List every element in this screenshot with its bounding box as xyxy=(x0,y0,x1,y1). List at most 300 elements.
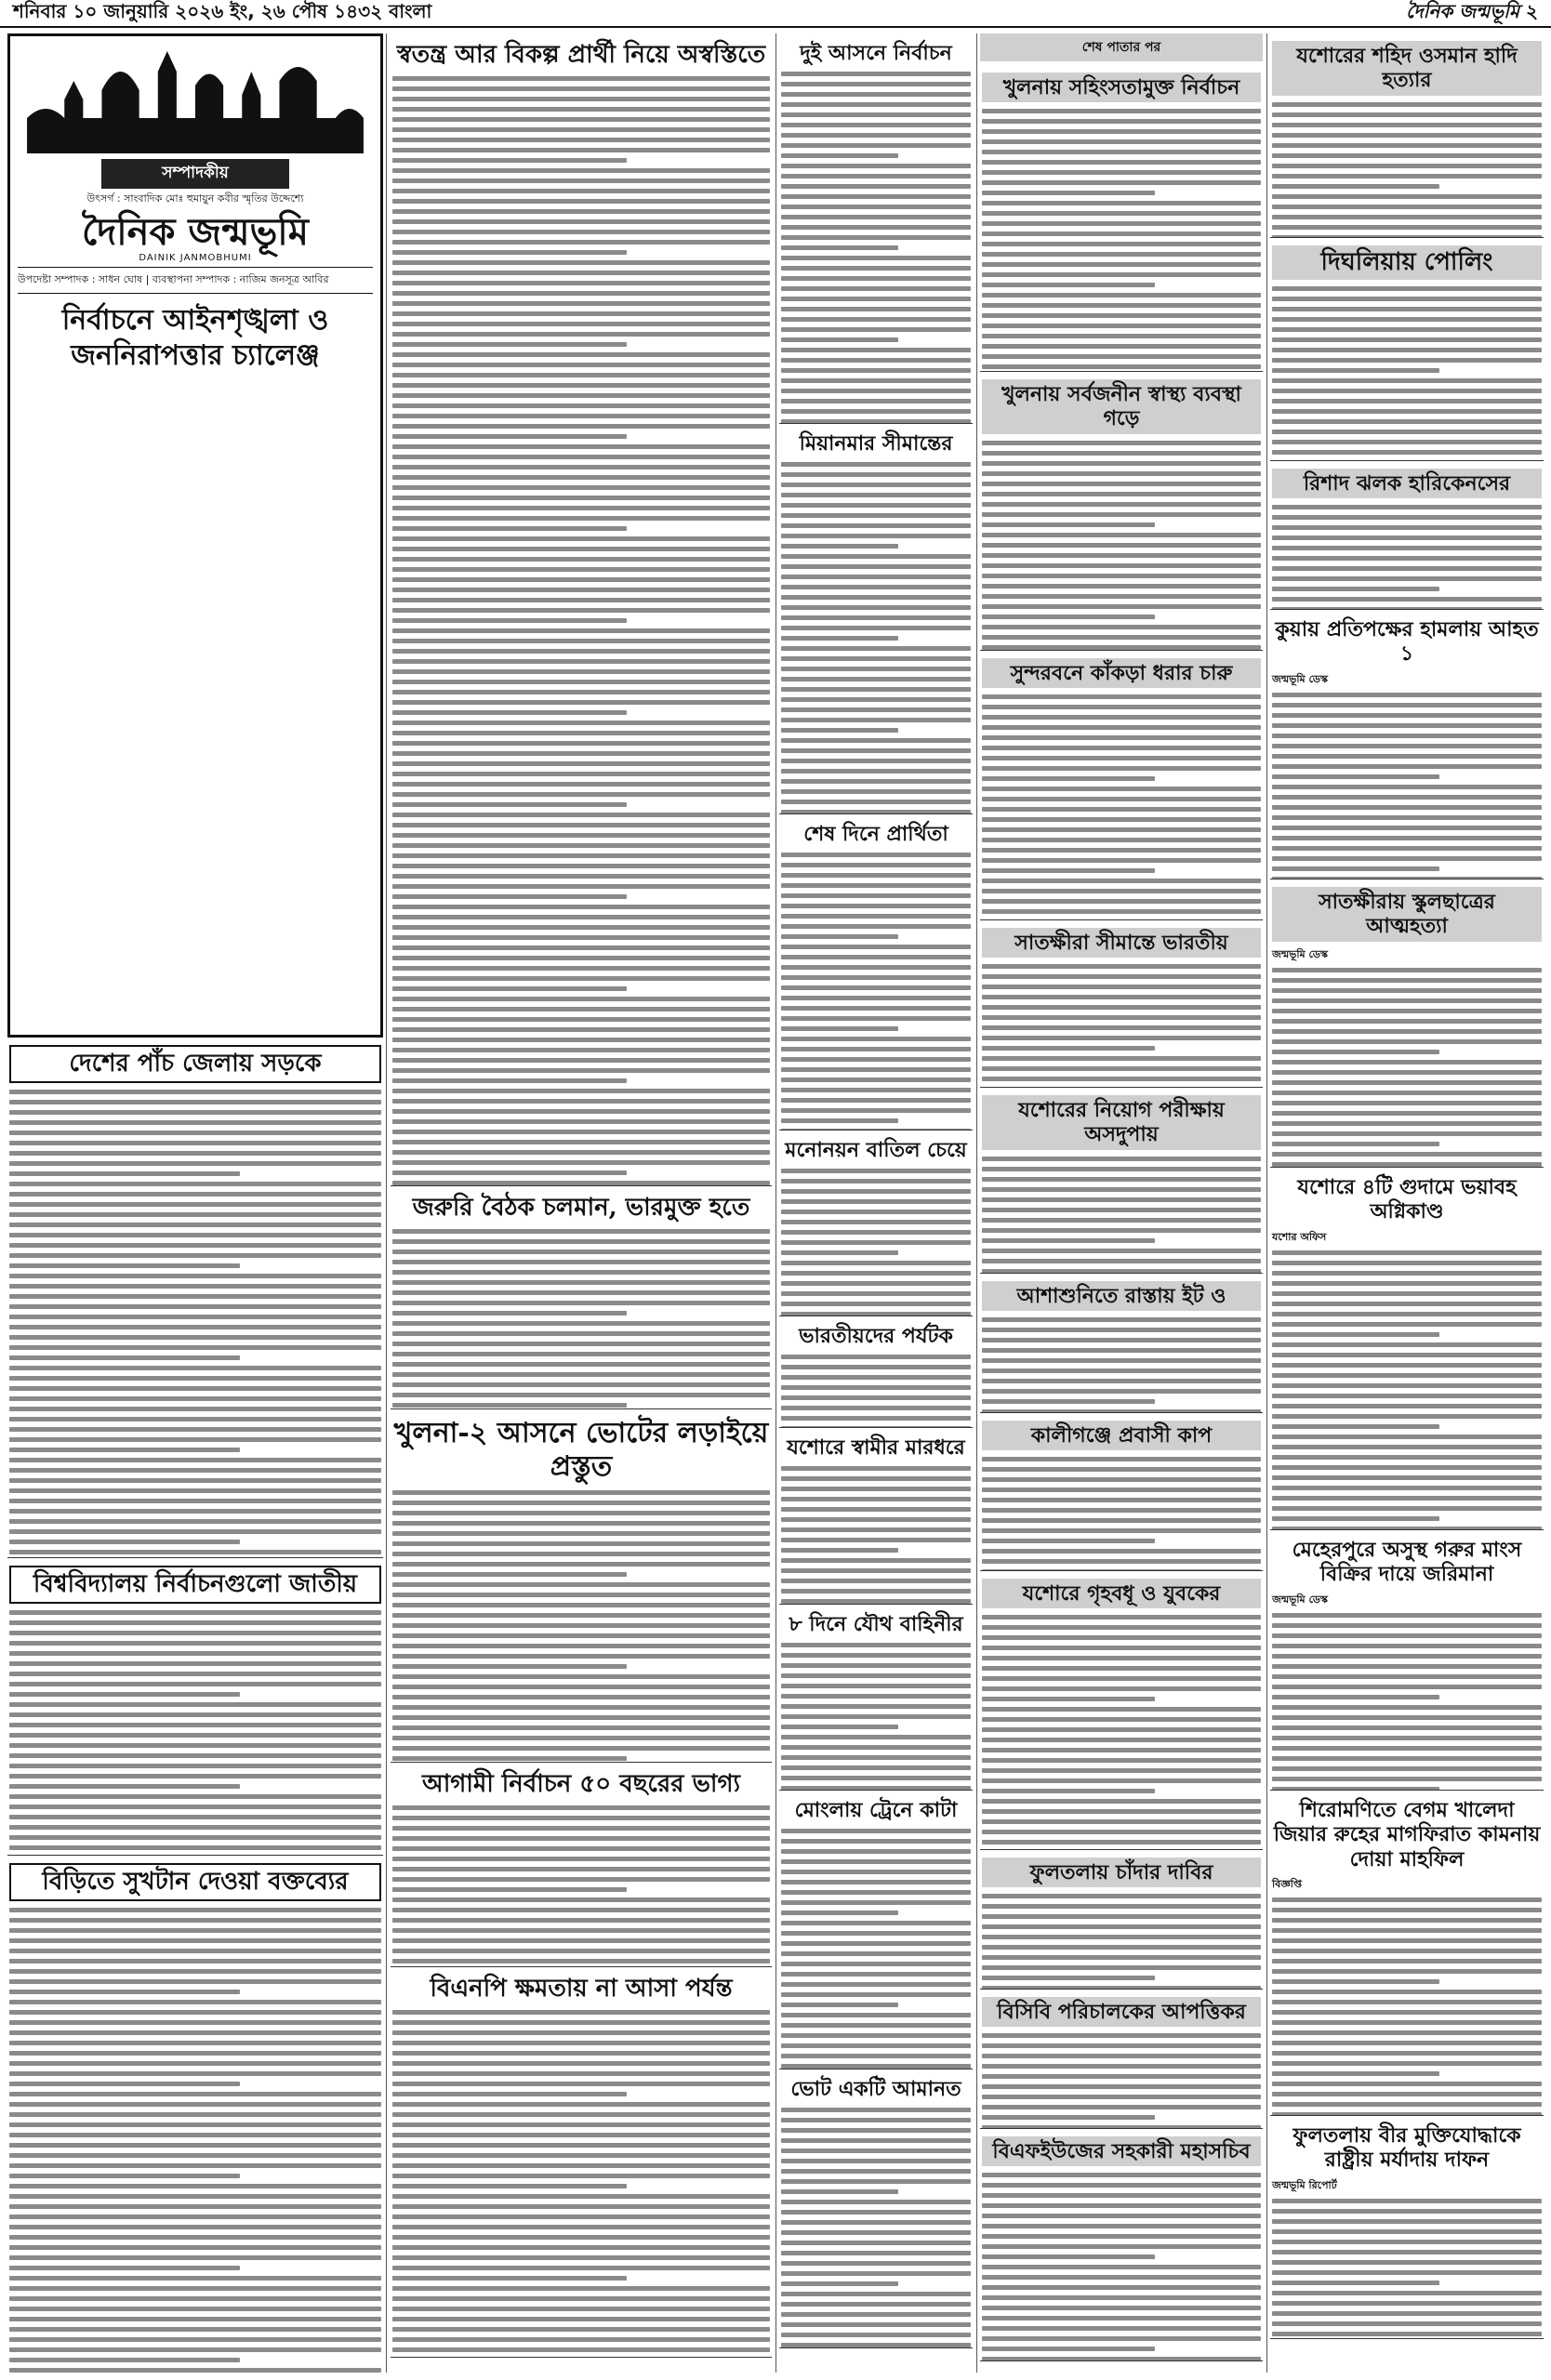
text-line xyxy=(982,1338,1261,1342)
column-2 xyxy=(391,33,772,2373)
text-line xyxy=(1272,2030,1542,2035)
article-body xyxy=(982,962,1261,1088)
text-line xyxy=(982,2095,1261,2099)
text-line xyxy=(9,1386,381,1391)
text-line xyxy=(982,1348,1261,1353)
text-line xyxy=(982,2316,1261,2320)
text-line xyxy=(982,1830,1261,1834)
text-line xyxy=(392,833,770,838)
text-line xyxy=(392,1089,770,1093)
text-line xyxy=(392,1562,770,1567)
text-line xyxy=(9,2235,381,2240)
article xyxy=(7,1038,383,1558)
text-line xyxy=(1272,1633,1542,1638)
text-line xyxy=(1272,546,1542,550)
text-line xyxy=(392,363,770,367)
text-line xyxy=(392,925,770,930)
text-line xyxy=(982,1187,1261,1192)
text-line xyxy=(781,1599,971,1604)
text-line xyxy=(392,997,770,1001)
text-line xyxy=(392,577,770,582)
text-line xyxy=(781,975,971,980)
text-line xyxy=(1272,1928,1542,1933)
text-line xyxy=(392,1342,770,1346)
text-line xyxy=(781,266,971,271)
text-line xyxy=(392,1058,770,1063)
text-line xyxy=(982,1549,1261,1554)
text-line xyxy=(1272,1050,1439,1054)
text-line xyxy=(1272,1949,1542,1953)
text-line xyxy=(781,779,971,784)
text-line xyxy=(982,1559,1261,1564)
text-line xyxy=(9,1192,381,1197)
text-line xyxy=(392,905,770,909)
text-line xyxy=(982,2326,1261,2331)
text-line xyxy=(9,2194,381,2199)
text-line xyxy=(982,191,1155,195)
text-line xyxy=(392,884,770,889)
text-line xyxy=(392,792,770,797)
text-line xyxy=(781,2013,971,2017)
article-body xyxy=(9,1608,381,1856)
text-line xyxy=(1272,2281,1439,2285)
text-line xyxy=(1272,2051,1542,2056)
text-line xyxy=(982,1894,1261,1898)
text-line xyxy=(1272,1322,1542,1327)
text-line xyxy=(9,2266,240,2270)
text-line xyxy=(1272,1756,1542,1761)
text-line xyxy=(1272,556,1542,561)
text-line xyxy=(982,879,1261,883)
text-line xyxy=(982,1945,1261,1950)
text-line xyxy=(781,2241,971,2245)
text-line xyxy=(781,1538,971,1542)
text-line xyxy=(9,1529,381,1534)
text-line xyxy=(392,843,770,848)
text-line xyxy=(392,2174,770,2178)
text-line xyxy=(982,1924,1261,1929)
text-line xyxy=(781,205,971,209)
text-line xyxy=(781,1829,971,1833)
text-line xyxy=(9,2245,381,2250)
text-line xyxy=(392,526,627,531)
text-line xyxy=(982,2183,1261,2188)
text-line xyxy=(9,2225,381,2229)
text-line xyxy=(781,800,971,804)
text-line xyxy=(1272,754,1542,759)
text-line xyxy=(392,1311,627,1316)
text-line xyxy=(781,1870,971,1874)
text-line xyxy=(781,1355,971,1359)
text-line xyxy=(781,2251,971,2255)
text-line xyxy=(982,1727,1261,1732)
text-line xyxy=(982,889,1261,893)
article xyxy=(779,2069,973,2348)
text-line xyxy=(392,1068,770,1073)
text-line xyxy=(982,1738,1261,1742)
text-line xyxy=(392,976,770,981)
text-line xyxy=(9,2296,381,2301)
text-line xyxy=(392,853,770,858)
text-line xyxy=(982,1625,1261,1630)
text-line xyxy=(781,153,898,158)
text-line xyxy=(392,649,770,654)
text-line xyxy=(392,1521,770,1526)
text-line xyxy=(1272,1070,1542,1075)
article-headline: খুলনা-২ আসনে ভোটের লড়াইয়ে প্রস্তুত xyxy=(393,1417,769,1483)
text-line xyxy=(392,1756,627,1761)
article-body xyxy=(781,1827,971,2069)
article-headline: বিসিবি পরিচালকের আপত্তিকর xyxy=(982,1997,1261,2027)
text-line xyxy=(982,1467,1261,1472)
text-line xyxy=(982,533,1261,537)
text-line xyxy=(392,1867,770,1871)
text-line xyxy=(982,974,1261,979)
article-byline: জন্মভূমি ডেস্ক xyxy=(1272,1593,1328,1606)
text-line xyxy=(1272,2250,1542,2254)
text-line xyxy=(1272,1312,1542,1316)
article-headline: মোংলায় ট্রেনে কাটা xyxy=(794,1798,958,1822)
text-line xyxy=(9,2337,381,2342)
text-line xyxy=(781,656,971,661)
text-line xyxy=(392,557,770,562)
text-line xyxy=(982,1914,1261,1919)
article-body xyxy=(1272,284,1542,461)
text-line xyxy=(982,1707,1261,1712)
text-line xyxy=(392,1027,770,1032)
article-body xyxy=(982,693,1261,920)
text-line xyxy=(781,2281,898,2286)
text-line xyxy=(781,2322,971,2327)
text-line xyxy=(392,322,770,326)
text-line xyxy=(9,2286,381,2291)
text-line xyxy=(781,1230,971,1235)
text-line xyxy=(1272,174,1542,178)
text-line xyxy=(781,1281,971,1286)
article-body xyxy=(781,1641,971,1791)
text-line xyxy=(9,1702,381,1707)
article-byline: জন্মভূমি রিপোর্ট xyxy=(1272,2178,1337,2191)
article xyxy=(980,1850,1263,1990)
article xyxy=(1270,879,1544,1168)
text-line xyxy=(781,399,971,403)
text-line xyxy=(1272,856,1542,861)
text-line xyxy=(781,1941,971,1946)
text-line xyxy=(781,1951,971,1956)
text-line xyxy=(781,914,971,919)
text-line xyxy=(781,82,971,86)
text-line xyxy=(9,1151,381,1156)
text-line xyxy=(1272,1897,1542,1902)
text-line xyxy=(1272,1695,1439,1699)
text-line xyxy=(1272,1979,1439,1984)
text-line xyxy=(392,393,770,398)
text-line xyxy=(781,1880,971,1884)
text-line xyxy=(781,2043,971,2048)
text-line xyxy=(982,1768,1261,1773)
article-headline: সাতক্ষীরায় স্কুলছাত্রের আত্মহত্যা xyxy=(1272,887,1542,942)
text-line xyxy=(9,1784,240,1789)
article-headline: মিয়ানমার সীমান্তের xyxy=(799,431,953,456)
text-line xyxy=(781,554,971,559)
article-body xyxy=(1272,1249,1542,1530)
text-line xyxy=(781,472,971,477)
text-line xyxy=(392,2163,770,2168)
text-line xyxy=(982,1518,1261,1523)
text-line xyxy=(982,838,1261,842)
text-line xyxy=(9,2174,240,2178)
text-line xyxy=(982,1965,1261,1970)
text-line xyxy=(781,1643,971,1647)
text-line xyxy=(781,1261,971,1265)
text-line xyxy=(781,1663,971,1668)
page-number: ২ xyxy=(1525,0,1538,22)
text-line xyxy=(392,1654,770,1659)
text-line xyxy=(982,1197,1261,1202)
text-line xyxy=(781,317,971,322)
text-line xyxy=(392,342,627,347)
text-line xyxy=(9,1304,381,1309)
text-line xyxy=(781,1972,971,1977)
text-line xyxy=(392,1897,770,1902)
text-line xyxy=(1272,826,1542,830)
text-line xyxy=(392,1572,627,1577)
article-headline: রিশাদ ঝলক হারিকেনসের xyxy=(1272,469,1542,498)
text-line xyxy=(1272,2311,1542,2316)
text-line xyxy=(392,485,770,490)
text-line xyxy=(781,1900,971,1905)
text-line xyxy=(9,1130,381,1135)
text-line xyxy=(781,1558,971,1563)
text-line xyxy=(9,1202,381,1207)
text-line xyxy=(1272,327,1542,332)
text-line xyxy=(392,301,770,306)
text-line xyxy=(1272,2301,1542,2306)
text-line xyxy=(9,1805,381,1809)
text-line xyxy=(392,1531,770,1536)
text-line xyxy=(392,1403,627,1408)
text-line xyxy=(1272,505,1542,509)
text-line xyxy=(1272,1766,1542,1771)
text-line xyxy=(1272,337,1542,342)
text-line xyxy=(392,352,770,357)
text-line xyxy=(9,1427,381,1432)
text-line xyxy=(1272,785,1542,789)
text-line xyxy=(1272,1373,1542,1378)
text-line xyxy=(9,1325,381,1329)
text-line xyxy=(1272,1445,1542,1449)
text-line xyxy=(781,2138,971,2143)
text-line xyxy=(781,297,971,301)
text-line xyxy=(781,276,971,281)
text-line xyxy=(781,462,971,467)
text-line xyxy=(781,1589,971,1593)
text-line xyxy=(392,2296,770,2301)
text-line xyxy=(1272,358,1542,363)
article-body xyxy=(1272,966,1542,1168)
article xyxy=(779,424,973,814)
text-line xyxy=(392,271,770,275)
text-line xyxy=(781,72,971,76)
text-line xyxy=(1272,1121,1542,1126)
text-line xyxy=(982,725,1261,730)
editors-line: উপদেষ্টা সম্পাদক : সাধন ঘোষ | ব্যবস্থাপনা সম্পাদক : নাজিম জনসূত্র আবির xyxy=(18,268,373,294)
text-line xyxy=(392,690,770,694)
text-line xyxy=(392,2122,770,2127)
article-headline: বিড়িতে সুখটান দেওয়া বক্তব্যের xyxy=(9,1863,381,1901)
text-line xyxy=(781,904,971,908)
text-line xyxy=(781,1199,971,1204)
article-body xyxy=(1272,100,1542,238)
text-line xyxy=(392,424,770,429)
text-line xyxy=(982,283,1155,287)
article-headline: বিশ্ববিদ্যালয় নির্বাচনগুলো জাতীয় xyxy=(9,1566,381,1604)
text-line xyxy=(392,332,770,337)
text-line xyxy=(982,2224,1261,2228)
text-line xyxy=(1272,978,1542,983)
article-headline: যশোরে গৃহবধূ ও যুবকের xyxy=(982,1579,1261,1608)
text-line xyxy=(781,1839,971,1844)
text-line xyxy=(392,230,770,234)
text-line xyxy=(982,1228,1261,1233)
skyline-icon xyxy=(18,44,373,155)
text-line xyxy=(982,1789,1155,1793)
text-line xyxy=(392,138,770,142)
text-line xyxy=(9,1345,381,1350)
text-line xyxy=(9,1764,381,1768)
text-line xyxy=(9,1161,381,1166)
article-body xyxy=(9,1088,381,1558)
text-line xyxy=(1272,2229,1542,2234)
text-line xyxy=(392,373,770,377)
text-line xyxy=(392,281,770,285)
text-line xyxy=(982,252,1261,257)
text-line xyxy=(1272,2061,1542,2066)
text-line xyxy=(1272,2270,1542,2275)
text-line xyxy=(982,807,1261,812)
text-line xyxy=(392,2225,770,2229)
text-line xyxy=(982,313,1261,318)
text-line xyxy=(781,575,971,579)
text-line xyxy=(9,2184,381,2188)
text-line xyxy=(982,2295,1261,2300)
newspaper-title-english: DAINIK JANMOBHUMI xyxy=(18,253,373,268)
text-line xyxy=(9,1141,381,1145)
text-line xyxy=(982,1208,1261,1212)
text-line xyxy=(1272,2199,1542,2203)
text-line xyxy=(392,966,770,971)
text-line xyxy=(392,199,770,204)
text-line xyxy=(9,1263,240,1268)
text-line xyxy=(392,2082,770,2086)
text-line xyxy=(781,409,971,414)
article-body xyxy=(781,1167,971,1316)
article xyxy=(391,33,772,1186)
text-line xyxy=(781,1890,971,1895)
text-line xyxy=(9,2143,381,2148)
text-line xyxy=(982,1218,1261,1223)
text-line xyxy=(1272,988,1542,993)
text-line xyxy=(781,738,971,743)
text-line xyxy=(1272,1938,1542,1943)
text-line xyxy=(1272,1424,1439,1429)
text-line xyxy=(392,414,770,418)
text-line xyxy=(781,1406,971,1410)
text-line xyxy=(781,1088,971,1092)
text-line xyxy=(781,1375,971,1380)
text-line xyxy=(982,201,1261,205)
text-line xyxy=(982,1717,1261,1722)
text-line xyxy=(781,327,971,332)
text-line xyxy=(1272,307,1542,311)
article-headline: কুয়ায় প্রতিপক্ষের হামলায় আহত ১ xyxy=(1275,617,1539,667)
text-line xyxy=(781,1240,971,1245)
article xyxy=(7,1856,383,2373)
text-line xyxy=(982,492,1261,496)
text-line xyxy=(392,148,770,152)
text-line xyxy=(781,1047,971,1051)
text-line xyxy=(781,368,971,373)
text-line xyxy=(781,1395,971,1400)
text-line xyxy=(781,348,971,352)
text-line xyxy=(781,235,971,240)
text-line xyxy=(392,1541,770,1546)
text-line xyxy=(781,1962,971,1966)
text-line xyxy=(1272,1654,1542,1659)
text-line xyxy=(392,475,770,480)
text-line xyxy=(982,2214,1261,2218)
article xyxy=(1270,1530,1544,1791)
text-line xyxy=(1272,597,1542,602)
text-line xyxy=(982,1167,1261,1171)
column-5 xyxy=(1270,33,1544,2373)
text-line xyxy=(982,694,1261,699)
text-line xyxy=(392,598,770,602)
text-line xyxy=(9,1274,381,1278)
text-line xyxy=(982,1904,1261,1909)
text-line xyxy=(9,1468,381,1473)
article xyxy=(391,1409,772,1763)
text-line xyxy=(781,123,971,127)
text-line xyxy=(982,461,1261,466)
text-line xyxy=(392,1816,770,1820)
text-line xyxy=(982,563,1261,568)
text-line xyxy=(392,2245,770,2250)
text-line xyxy=(1272,1060,1542,1064)
text-line xyxy=(392,2071,770,2076)
text-line xyxy=(1272,1039,1542,1044)
text-line xyxy=(1272,1918,1542,1923)
text-line xyxy=(982,1046,1155,1051)
text-line xyxy=(982,1498,1261,1502)
text-line xyxy=(9,1253,381,1258)
text-line xyxy=(781,174,971,178)
text-line xyxy=(982,109,1261,113)
text-line xyxy=(1272,1302,1542,1306)
text-line xyxy=(1272,194,1542,199)
text-line xyxy=(9,2041,381,2045)
text-line xyxy=(1272,1291,1542,1296)
text-line xyxy=(1272,430,1542,434)
text-line xyxy=(982,170,1261,175)
text-line xyxy=(982,1819,1261,1824)
text-line xyxy=(392,465,770,469)
text-line xyxy=(9,1959,381,1964)
text-line xyxy=(781,1118,898,1123)
text-line xyxy=(392,1239,770,1244)
text-line xyxy=(1272,1261,1542,1265)
text-line xyxy=(781,873,971,878)
